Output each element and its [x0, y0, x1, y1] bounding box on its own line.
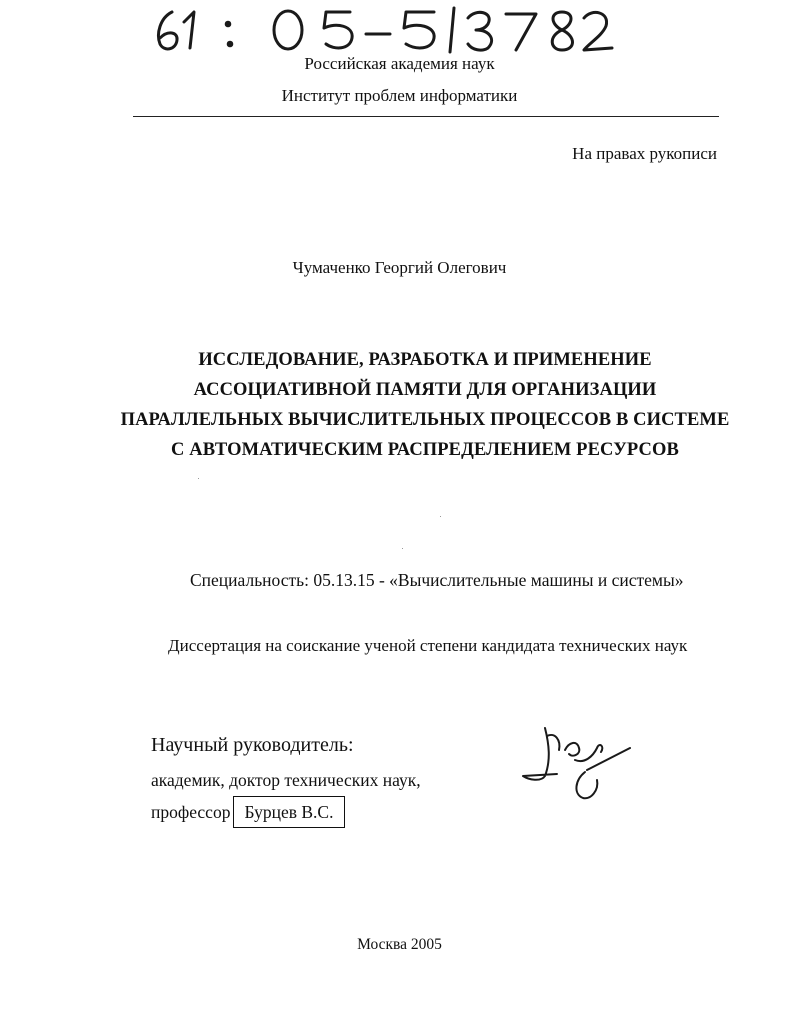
specialty: Специальность: 05.13.15 - «Вычислительные машины и системы» [190, 570, 684, 590]
scan-speck [198, 478, 199, 479]
academy-name: Российская академия наук [304, 54, 495, 73]
place-year: Москва 2005 [357, 936, 442, 953]
scan-speck [402, 548, 403, 549]
dissertation-title [120, 345, 730, 465]
title-line: ПАРАЛЛЕЛЬНЫХ ВЫЧИСЛИТЕЛЬНЫХ ПРОЦЕССОВ В СИСТЕМЕ [120, 410, 730, 430]
handwritten-archive-number [150, 4, 670, 56]
title-line: АССОЦИАТИВНОЙ ПАМЯТИ ДЛЯ ОРГАНИЗАЦИИ [193, 380, 657, 400]
institute-name: Институт проблем информатики [281, 86, 518, 105]
supervisor-name-box: Бурцев В.С. [233, 796, 345, 828]
supervisor-title: академик, доктор технических наук, [151, 770, 421, 790]
header-divider [133, 116, 719, 117]
supervisor-rank: профессор [151, 802, 231, 822]
rights-note: На правах рукописи [572, 144, 717, 163]
supervisor-heading: Научный руководитель: [151, 734, 354, 756]
author-name: Чумаченко Георгий Олегович [292, 258, 507, 277]
scan-speck [440, 516, 441, 517]
title-line: ИССЛЕДОВАНИЕ, РАЗРАБОТКА И ПРИМЕНЕНИЕ [198, 350, 652, 370]
title-line: С АВТОМАТИЧЕСКИМ РАСПРЕДЕЛЕНИЕМ РЕСУРСОВ [171, 440, 679, 460]
dissertation-degree: Диссертация на соискание ученой степени кандидата технических наук [168, 636, 688, 655]
supervisor-signature [515, 720, 640, 805]
